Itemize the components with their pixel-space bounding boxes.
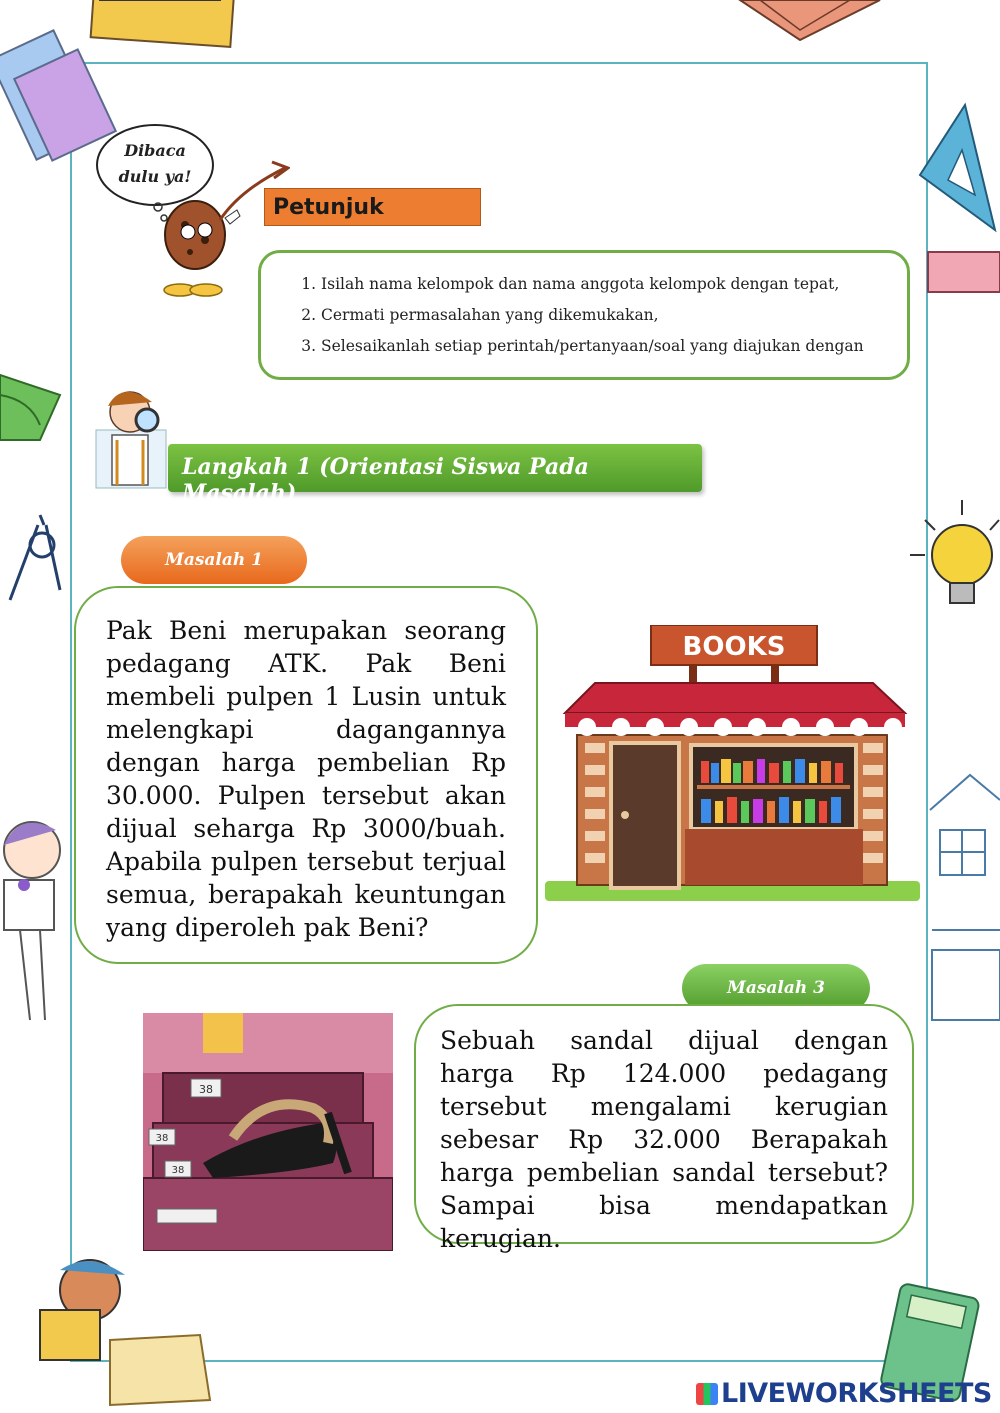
bookstore-illustration (545, 625, 923, 903)
masalah-3-text: Sebuah sandal dijual dengan harga Rp 124.000 pedagang tersebut mengalami kerugian sebesar Rp 32.000 Berapakah harga pembelian sandal tersebut? Sampai bisa mendapatkan kerugian. (414, 1004, 914, 1244)
sandal-shoebox-illustration (143, 1013, 393, 1251)
step-1-banner: Langkah 1 (Orientasi Siswa Pada Masalah) (168, 444, 702, 492)
bubble-line-2: dulu ya! (118, 167, 192, 186)
masalah-1-text: Pak Beni merupakan seorang pedagang ATK. Pak Beni membeli pulpen 1 Lusin untuk melengkapi dagangannya dengan harga pembelian Rp 30.000. Pulpen tersebut akan dijual seharga Rp 3000/buah. Apabila pulpen tersebut terjual semua, berapakah keuntungan yang diperoleh pak Beni? (74, 586, 538, 964)
instructions-header: Petunjuk (264, 188, 481, 226)
books-sign-text: BOOKS (682, 632, 786, 662)
open-book-icon (740, 0, 880, 40)
girl-illustration-icon (4, 822, 60, 1020)
instructions-box (258, 250, 910, 380)
masalah-1-label: Masalah 1 (121, 536, 307, 584)
box-size-label: 38 (199, 1083, 213, 1096)
box-size-label: 38 (171, 1165, 185, 1176)
light-bulb-icon (910, 500, 999, 603)
ruler-icon (928, 252, 1000, 292)
liveworksheets-logo[interactable] (696, 1378, 992, 1409)
logo-text: LIVEWORKSHEETS (721, 1378, 992, 1409)
box-size-label: 38 (155, 1133, 169, 1144)
instructions-list (261, 253, 907, 362)
masalah-3-label: Masalah 3 (682, 964, 870, 1012)
house-icon (930, 775, 1000, 1020)
instruction-item: 3. Selesaikanlah setiap perintah/pertanyaan/soal yang diajukan dengan (321, 331, 897, 362)
reading-child-icon (40, 1260, 210, 1405)
logo-icon (696, 1383, 718, 1405)
detective-boy-icon (92, 380, 172, 492)
triangle-ruler-icon (920, 105, 995, 230)
protractor-icon (0, 375, 60, 440)
bubble-line-1: Dibaca (124, 141, 186, 160)
instruction-item: 1. Isilah nama kelompok dan nama anggota kelompok dengan tepat, (321, 269, 897, 300)
instruction-item: 2. Cermati permasalahan yang dikemukakan, (321, 300, 897, 331)
compass-icon (10, 515, 60, 600)
